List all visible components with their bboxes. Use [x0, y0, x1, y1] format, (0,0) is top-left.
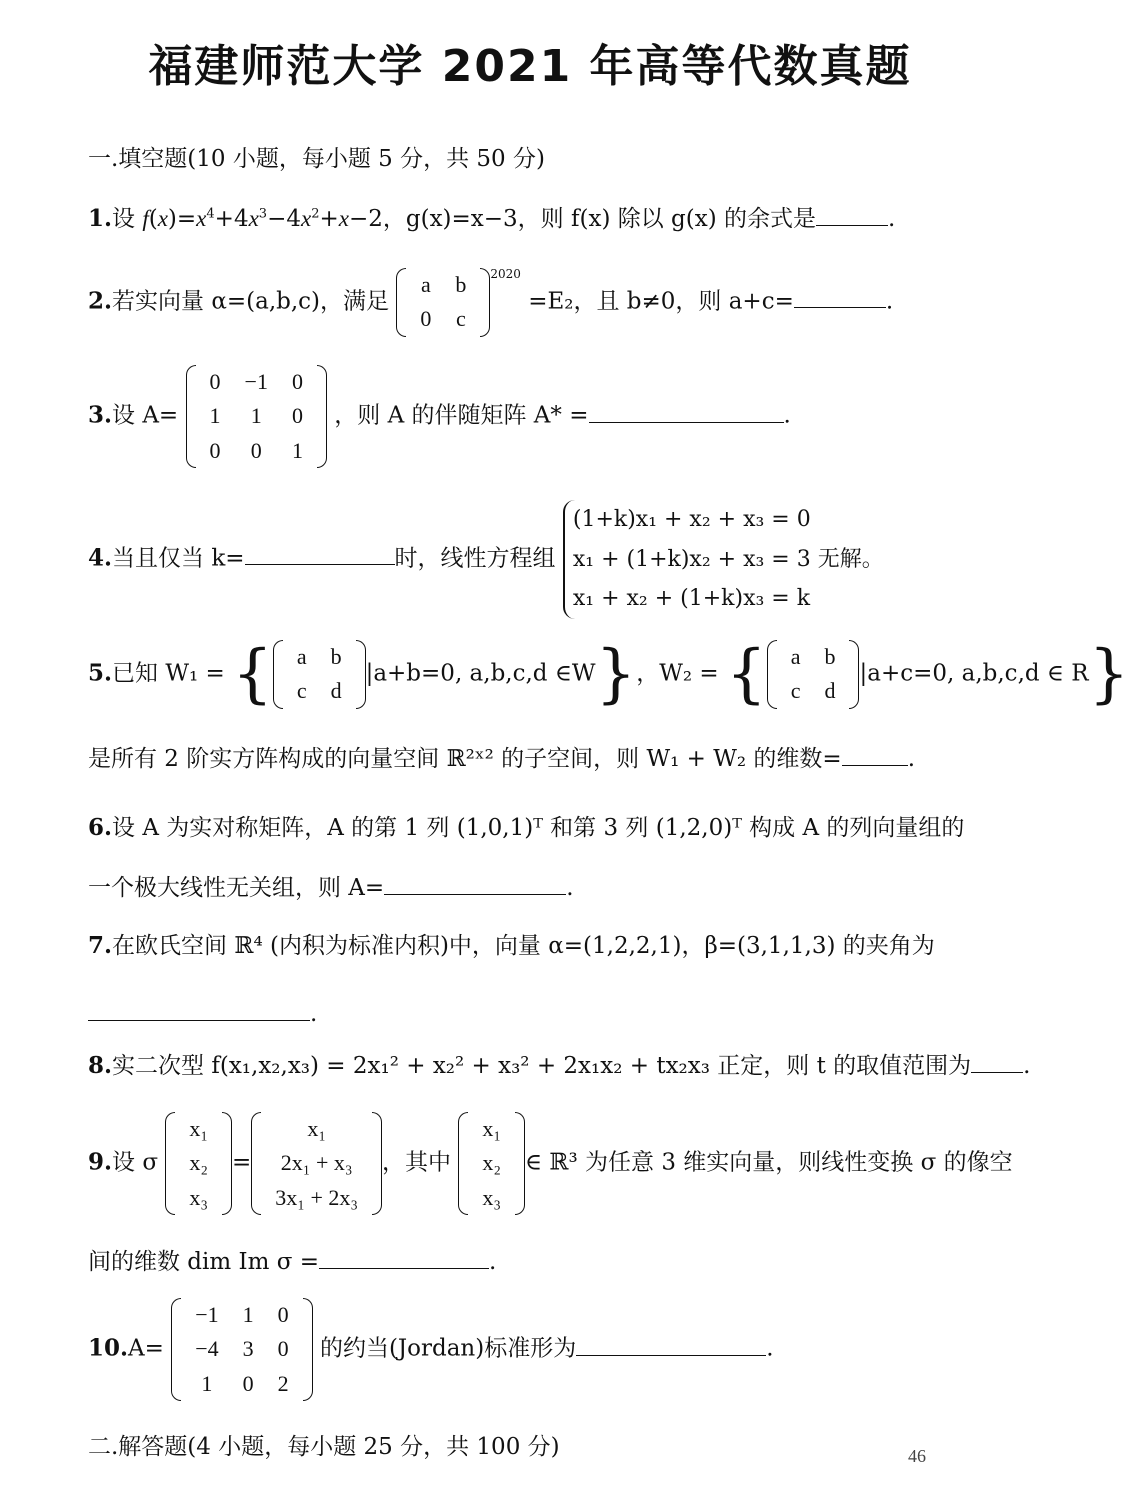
q9-vector-x: x₁ x₂ x₃ — [165, 1112, 232, 1215]
page-title: 福建师范大学 2021 年高等代数真题 — [148, 41, 912, 92]
q8-line: 实二次型 f(x₁,x₂,x₃) = 2x₁² + x₂² + x₃² + 2x₁x₂ + tx₂x₃ 正定，则 t 的取值范围为 — [112, 1053, 972, 1079]
q5-cond2: a+c=0, a,b,c,d ∈ R — [867, 660, 1089, 687]
q6-line1: 设 A 为实对称矩阵，A 的第 1 列 (1,0,1)ᵀ 和第 3 列 (1,2,0)ᵀ 构成 A 的列向量组的 — [112, 815, 965, 841]
question-9-line-2 — [88, 1248, 496, 1277]
q6-end: . — [566, 875, 574, 901]
q3-matrix: 0 −1 0 1 1 0 0 0 1 — [186, 365, 327, 468]
q5-matrix-2: a b c d — [767, 640, 860, 709]
q2-m00: a — [420, 272, 431, 297]
q2-number: 2. — [88, 287, 113, 315]
q1-f-expression: f — [142, 206, 149, 231]
q5-left-brace-2: { — [726, 637, 767, 712]
q7-answer-blank[interactable] — [88, 1000, 310, 1021]
q4-lead: 当且仅当 k= — [112, 545, 245, 572]
question-9: 9.设 σ x₁ x₂ x₃ = x₁ 2x₁ + x₃ 3x₁ + 2x₃ ，其中 x₁ x₂ x₃ ∈ ℝ³ 为任意 3 维实向量，则线性变换 σ 的像空 — [88, 1112, 1013, 1215]
question-6 — [88, 814, 964, 843]
question-7-line-2 — [88, 1000, 317, 1029]
q9-mid: ，其中 — [382, 1149, 452, 1176]
q4-answer-blank[interactable] — [245, 544, 395, 565]
q3-answer-blank[interactable] — [589, 402, 784, 423]
q10-answer-blank[interactable] — [576, 1335, 766, 1356]
question-5-line-2 — [88, 745, 915, 774]
question-1: 1.设 $f(x)=x^4+4x^3-4x^2+x-2$，g(x)=x−3，则 f(x) 除以 g(x) 的余式是 . — [88, 205, 896, 232]
q7-number: 7. — [88, 932, 113, 959]
q4-equation-system — [563, 500, 884, 619]
q6-line2: 一个极大线性无关组，则 A= — [88, 875, 385, 901]
q4-equation-3: x₁ + x₂ + (1+k)x₃ = k — [572, 586, 811, 612]
q9-vector-image: x₁ 2x₁ + x₃ 3x₁ + 2x₃ — [251, 1112, 382, 1215]
q5-lead: 已知 W₁ = — [112, 660, 225, 687]
q10-number: 10. — [88, 1334, 129, 1362]
q4-mid: 时，线性方程组 — [394, 545, 556, 572]
q1-number: 1. — [88, 205, 113, 232]
q3-end: . — [783, 402, 791, 429]
q10-matrix: −1 1 0 −4 3 0 1 0 2 — [171, 1298, 312, 1401]
q9-vector-x-2: x₁ x₂ x₃ — [458, 1112, 525, 1215]
q9-answer-blank[interactable] — [319, 1248, 489, 1269]
q8-answer-blank[interactable] — [971, 1052, 1023, 1073]
q8-number: 8. — [88, 1052, 113, 1079]
q1-answer-blank[interactable] — [816, 205, 888, 226]
question-2 — [88, 268, 893, 337]
q2-m10: 0 — [420, 306, 432, 332]
question-10 — [88, 1298, 774, 1401]
page-number: 46 — [908, 1446, 926, 1466]
q4-equation-2: x₁ + (1+k)x₂ + x₃ = 3 无解。 — [572, 546, 884, 572]
q3-number: 3. — [88, 401, 113, 429]
q8-end: . — [1023, 1053, 1031, 1079]
section-2-heading: 二.解答题(4 小题，每小题 25 分，共 100 分) — [88, 1434, 560, 1460]
q2-m01: b — [455, 272, 467, 297]
q10-end: . — [766, 1335, 774, 1362]
q3-lead: 设 A= — [112, 402, 179, 429]
q2-mid: =E₂，且 b≠0，则 a+c= — [528, 288, 794, 315]
q9-end: . — [489, 1249, 497, 1275]
q2-m11: c — [455, 306, 466, 332]
q5-right-brace-2: } — [1088, 637, 1129, 712]
q2-answer-blank[interactable] — [794, 287, 886, 308]
q5-end: . — [907, 746, 916, 772]
q7-end: . — [310, 1001, 318, 1027]
q5-matrix-1: a b c d — [273, 640, 366, 709]
q5-left-brace-1: { — [232, 637, 273, 712]
q3-mid: ，则 A 的伴随矩阵 A* = — [334, 402, 589, 429]
q2-matrix — [396, 268, 490, 337]
q6-answer-blank[interactable] — [384, 874, 566, 895]
q4-number: 4. — [88, 544, 113, 572]
question-8 — [88, 1052, 1030, 1081]
question-4 — [88, 500, 884, 619]
q1-end: . — [888, 206, 896, 232]
q9-number: 9. — [88, 1148, 113, 1176]
q2-end: . — [885, 288, 894, 315]
q6-number: 6. — [88, 814, 113, 841]
q10-lead: A= — [128, 1335, 164, 1362]
question-6-line-2 — [88, 874, 574, 903]
q2-exponent: 2020 — [490, 266, 521, 281]
q1-mid: ，g(x)=x−3，则 f(x) 除以 g(x) 的余式是 — [382, 206, 816, 232]
q5-w2: ，W₂ = — [636, 660, 719, 687]
q4-equation-1: (1+k)x₁ + x₂ + x₃ = 0 — [572, 507, 811, 532]
question-5: 5.已知 W₁ = { a b c d |a+b=0, a,b,c,d ∈W}，W₂ = { a b c d |a+c=0, a,b,c,d ∈ R} — [88, 637, 1129, 712]
q9-tail: ∈ ℝ³ 为任意 3 维实向量，则线性变换 σ 的像空 — [525, 1149, 1013, 1176]
q10-mid: 的约当(Jordan)标准形为 — [319, 1335, 577, 1362]
q2-lead: 若实向量 α=(a,b,c)，满足 — [112, 288, 390, 315]
section-1-heading: 一.填空题(10 小题，每小题 5 分，共 50 分) — [88, 146, 545, 172]
question-3 — [88, 365, 791, 468]
q5-answer-blank[interactable] — [842, 745, 908, 766]
q9-lead: 设 σ — [112, 1149, 159, 1176]
q1-lead: 设 — [112, 206, 143, 232]
q5-right-brace-1: } — [595, 637, 637, 712]
q9-line2: 间的维数 dim Im σ = — [88, 1249, 319, 1275]
q7-line1: 在欧氏空间 ℝ⁴ (内积为标准内积)中，向量 α=(1,2,2,1)，β=(3,1,1,3) 的夹角为 — [112, 933, 935, 959]
q5-line2-text: 是所有 2 阶实方阵构成的向量空间 ℝ²ˣ² 的子空间，则 W₁ + W₂ 的维数= — [88, 746, 842, 772]
q5-cond1: a+b=0, a,b,c,d ∈W — [373, 660, 596, 687]
q5-number: 5. — [88, 659, 113, 687]
question-7 — [88, 932, 935, 961]
